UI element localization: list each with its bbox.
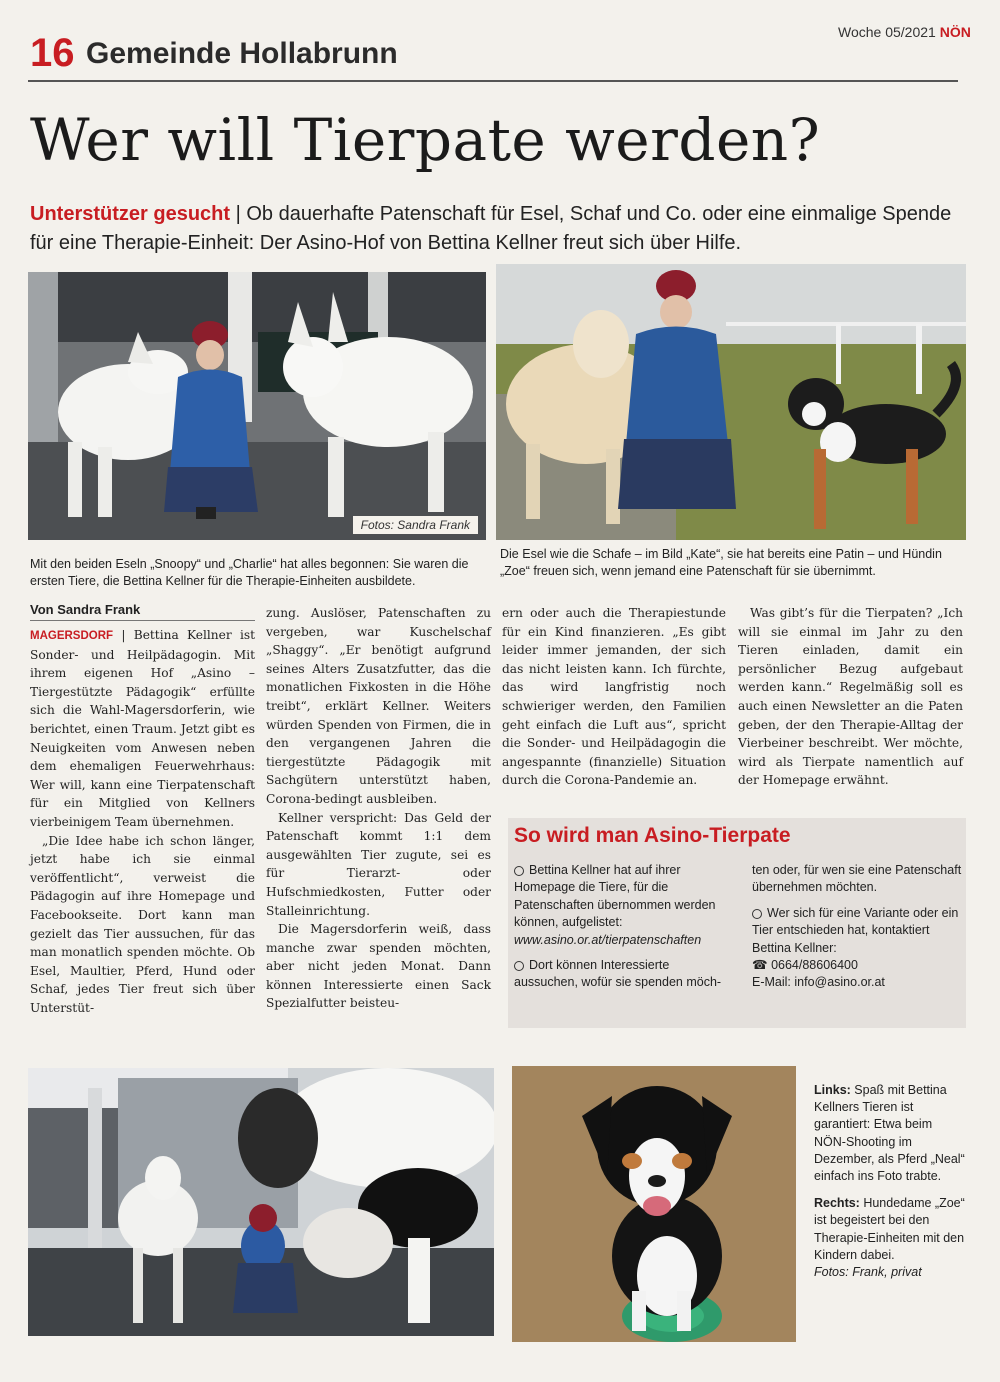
deck <box>30 200 960 258</box>
article-column-2 <box>266 604 491 1013</box>
info-box-column-1 <box>514 862 736 1000</box>
caption-rechts <box>814 1195 966 1281</box>
email-address[interactable]: E-Mail: info@asino.or.at <box>752 975 885 990</box>
dateline: MAGERSDORF <box>30 630 114 642</box>
info-item-text: Wer sich für eine Variante oder ein Tier entschieden hat, kontaktiert Bettina Kellner: <box>752 905 959 955</box>
phone-icon: ☎ <box>752 958 768 973</box>
caption-right: Die Esel wie die Schafe – im Bild „Kate“, sie hat bereits eine Patin – und Hündin „Zoe“ freuen sich, wenn jemand eine Patenschaft für sie übernimmt. <box>500 547 942 578</box>
article-column-3 <box>502 604 726 790</box>
byline: Von Sandra Frank <box>30 602 141 617</box>
caption-left: Mit den beiden Eseln „Snoopy“ und „Charlie“ hat alles begonnen: Sie waren die ersten Tiere, die Bettina Kellner für die Therapie-Einheiten ausbildete. <box>30 557 469 588</box>
caption-links-text: Spaß mit Bettina Kellners Tieren ist garantiert: Etwa beim NÖN-Shooting im Dezember, als Pferd „Neal“ einfach ins Foto trabte. <box>814 1083 965 1184</box>
article-column-4 <box>738 604 963 790</box>
info-box-title: So wird man Asino-Tierpate <box>514 824 791 847</box>
caption-links <box>814 1082 966 1185</box>
article-column-1 <box>30 626 255 1017</box>
photo-horse-donkeys <box>28 1068 494 1336</box>
brand-logo: NÖN <box>939 24 971 40</box>
deck-kicker: Unterstützer gesucht <box>30 203 231 225</box>
paragraph: MAGERSDORF | Bettina Kellner ist Sonder- und Heilpädagogin. Mit ihrem eigenen Hof „Asino – Tiergestützte Pädagogik“ erfüllte sich die Wahl-Magersdorferin, wie berichtet, einen Traum. Jetzt gibt es Neuigkeiten vom Anwesen neben dem ehemaligen Feuerwehrhaus: Wer will, kann eine Tierpatenschaft für ein Mitglied von Kellners vierbeinigem Team übernehmen. <box>30 628 255 829</box>
issue-week <box>838 24 971 40</box>
info-box-column-2 <box>752 862 962 1000</box>
caption-rechts-text: Hundedame „Zoe“ ist begeistert bei den Therapie-Einheiten mit den Kindern dabei. <box>814 1196 965 1262</box>
paragraph: Die Magersdorferin weiß, dass manche zwar spenden möchten, aber nicht jeden Monat. Dann können Interessierte einen Sack Spezialfutter beisteu- <box>266 922 491 1011</box>
bullet-icon <box>752 909 762 919</box>
info-item-continued: ten oder, für wen sie eine Patenschaft übernehmen möchten. <box>752 863 962 895</box>
paragraph: Kellner verspricht: Das Geld der Patenschaft kommt 1:1 dem ausgewählten Tier zugute, sei es für Tierarzt- oder Hufschmiedkosten, Futter oder Stalleinrichtung. <box>266 810 491 918</box>
paragraph: Was gibt’s für die Tierpaten? „Ich will sie einmal im Jahr zu den Tieren einladen, damit ein persönlicher Bezug aufgebaut werden kann.“ Regelmäßig soll es auch einen Newsletter an die Paten geben, der den Therapie-Alltag der Vierbeiner beschreibt. Wer möchte, wird als Tierpate namentlich auf der Homepage erwähnt. <box>738 606 963 788</box>
paragraph: zung. Auslöser, Patenschaften zu vergeben, war Kuschelschaf „Shaggy“. „Er benötigt aufgrund seines Alters Zusatzfutter, das die monatlichen Fixkosten in die Höhe treibt“, erklärt Kellner. Weiters würden Spenden von Firmen, die in den vergangenen Jahren die tiergestützte Pädagogik mit Sachgütern unterstützt haben, Corona-bedingt ausbleiben. <box>266 606 491 806</box>
caption-rechts-label: Rechts: <box>814 1196 860 1211</box>
paragraph-text: Bettina Kellner ist Sonder- und Heilpädagogin. Mit ihrem eigenen Hof „Asino – Tiergestützte Pädagogik“ erfüllte sich die Wahl-Magersdorferin, wie berichtet, einen Traum. Jetzt gibt es Neuigkeiten vom Anwesen neben dem ehemaligen Feuerwehrhaus: Wer will, kann eine Tierpatenschaft für ein Mitglied von Kellners vierbeinigem Team übernehmen. <box>30 628 255 829</box>
info-item <box>514 957 736 992</box>
paragraph: „Die Idee habe ich schon länger, jetzt habe ich sie einmal veröffentlicht“, verweist die Pädagogin auf ihre Homepage und Facebookseite. Dort kann man gezielt das Tier aussuchen, für das man monatlich spenden möchte. Ob Esel, Maultier, Pferd, Hund oder Schaf, jedes Tier freut sich über Unterstüt- <box>30 833 255 1015</box>
photo-dog-zoe <box>512 1066 796 1342</box>
phone-number[interactable]: 0664/88606400 <box>771 958 858 973</box>
photo-sheep-dog <box>496 264 966 540</box>
bullet-icon <box>514 866 524 876</box>
photo-credit-top: Fotos: Sandra Frank <box>353 516 478 534</box>
side-caption <box>814 1082 966 1291</box>
paragraph: ern oder auch die Therapiestunde für ein Kind finanzieren. „Es gibt leider immer jemanden, der sich das nicht leisten kann. Ich fürchte, das wird langfristig noch schwieriger werden, den Familien geht einfach die Luft aus“, spricht die Sonder- und Heilpädagogin die angespannte (finanzielle) Situation durch die Corona-Pandemie an. <box>502 606 726 788</box>
caption-links-label: Links: <box>814 1083 851 1097</box>
info-item <box>752 905 962 992</box>
info-item-text: Bettina Kellner hat auf ihrer Homepage die Tiere, für die Patenschaften übernommen werden können, aufgelistet: <box>514 863 716 930</box>
info-item-text: Dort können Interessierte aussuchen, wofür sie spenden möch- <box>514 958 722 990</box>
section-title: Gemeinde Hollabrunn <box>86 37 398 70</box>
deck-separator: | <box>235 203 241 225</box>
deck-text: Ob dauerhafte Patenschaft für Esel, Schaf und Co. oder eine einmalige Spende für eine Therapie-Einheit: Der Asino-Hof von Bettina Kellner freut sich über Hilfe. <box>30 203 952 254</box>
photo-donkeys <box>28 272 486 540</box>
asino-url[interactable]: www.asino.or.at/tierpatenschaften <box>514 932 702 947</box>
side-photo-credit: Fotos: Frank, privat <box>814 1265 922 1280</box>
byline-rule <box>30 620 255 621</box>
info-item <box>514 862 736 949</box>
headline: Wer will Tierpate werden? <box>30 106 821 174</box>
bullet-icon <box>514 961 524 971</box>
week-label: Woche 05/2021 <box>838 24 936 40</box>
page-number: 16 <box>30 31 75 75</box>
header-rule <box>28 80 958 82</box>
